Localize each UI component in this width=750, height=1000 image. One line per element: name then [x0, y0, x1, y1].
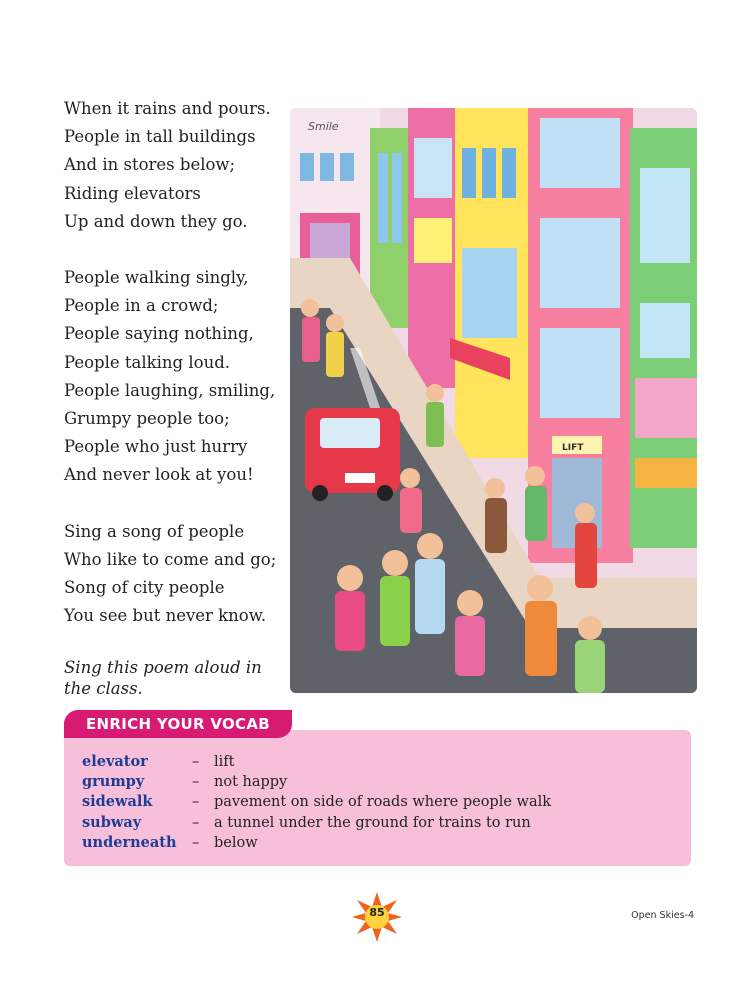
vocab-definition: lift: [214, 754, 235, 770]
poem-line: People walking singly,: [64, 268, 249, 288]
poem-line: Up and down they go.: [64, 211, 248, 231]
vocab-item: [82, 752, 551, 772]
poem-line: People saying nothing,: [64, 324, 254, 344]
poem-line: People in tall buildings: [64, 127, 256, 147]
city-street-scene: [290, 108, 697, 693]
poem: [64, 95, 294, 658]
poem-line: Song of city people: [64, 578, 225, 598]
poem-line: Riding elevators: [64, 183, 201, 203]
book-title: Open Skies-4: [631, 910, 694, 921]
poem-line: And in stores below;: [64, 155, 236, 175]
vocab-list: [82, 752, 551, 853]
vocab-item: [82, 833, 551, 853]
poem-line: Who like to come and go;: [64, 549, 277, 569]
vocab-dash: –: [192, 834, 200, 851]
vocab-dash: –: [192, 814, 200, 831]
vocab-item: [82, 813, 551, 833]
page-number: 85: [369, 906, 385, 919]
poem-line: And never look at you!: [64, 465, 254, 485]
poem-stanza-2: [64, 264, 294, 490]
poem-line: When it rains and pours.: [64, 99, 271, 118]
shop-sign-text: Smile: [308, 120, 339, 133]
poem-line: You see but never know.: [64, 606, 267, 626]
vocab-term: elevator: [82, 753, 148, 770]
vocab-definition: a tunnel under the ground for trains to run: [214, 814, 531, 831]
instruction-line: Sing this poem aloud in: [64, 658, 262, 677]
vocab-term: subway: [82, 813, 142, 831]
vocab-item: [82, 772, 551, 792]
lift-sign-text: LIFT: [562, 443, 584, 453]
poem-line: Sing a song of people: [64, 521, 245, 541]
vocab-item: [82, 792, 551, 812]
poem-line: Grumpy people too;: [64, 409, 230, 429]
vocab-definition: below: [214, 834, 258, 851]
vocab-term: sidewalk: [82, 793, 153, 811]
vocab-definition: not happy: [214, 774, 288, 791]
vocab-heading: ENRICH YOUR VOCAB: [64, 710, 292, 738]
vocab-dash: –: [192, 774, 200, 791]
poem-line: People in a crowd;: [64, 296, 219, 316]
red-car: [305, 408, 400, 501]
city-street-illustration: [290, 108, 697, 693]
poem-line: People who just hurry: [64, 437, 248, 457]
vocab-term: grumpy: [82, 773, 145, 791]
poem-line: People talking loud.: [64, 352, 231, 372]
instruction-line: the class.: [64, 679, 143, 698]
vocab-term: underneath: [82, 833, 177, 851]
instruction-text: [64, 657, 294, 699]
poem-line: People laughing, smiling,: [64, 380, 276, 400]
vocab-dash: –: [192, 754, 200, 770]
poem-stanza-1: [64, 95, 294, 236]
vocab-dash: –: [192, 794, 200, 811]
poem-stanza-3: [64, 518, 294, 631]
vocab-definition: pavement on side of roads where people walk: [214, 794, 552, 811]
